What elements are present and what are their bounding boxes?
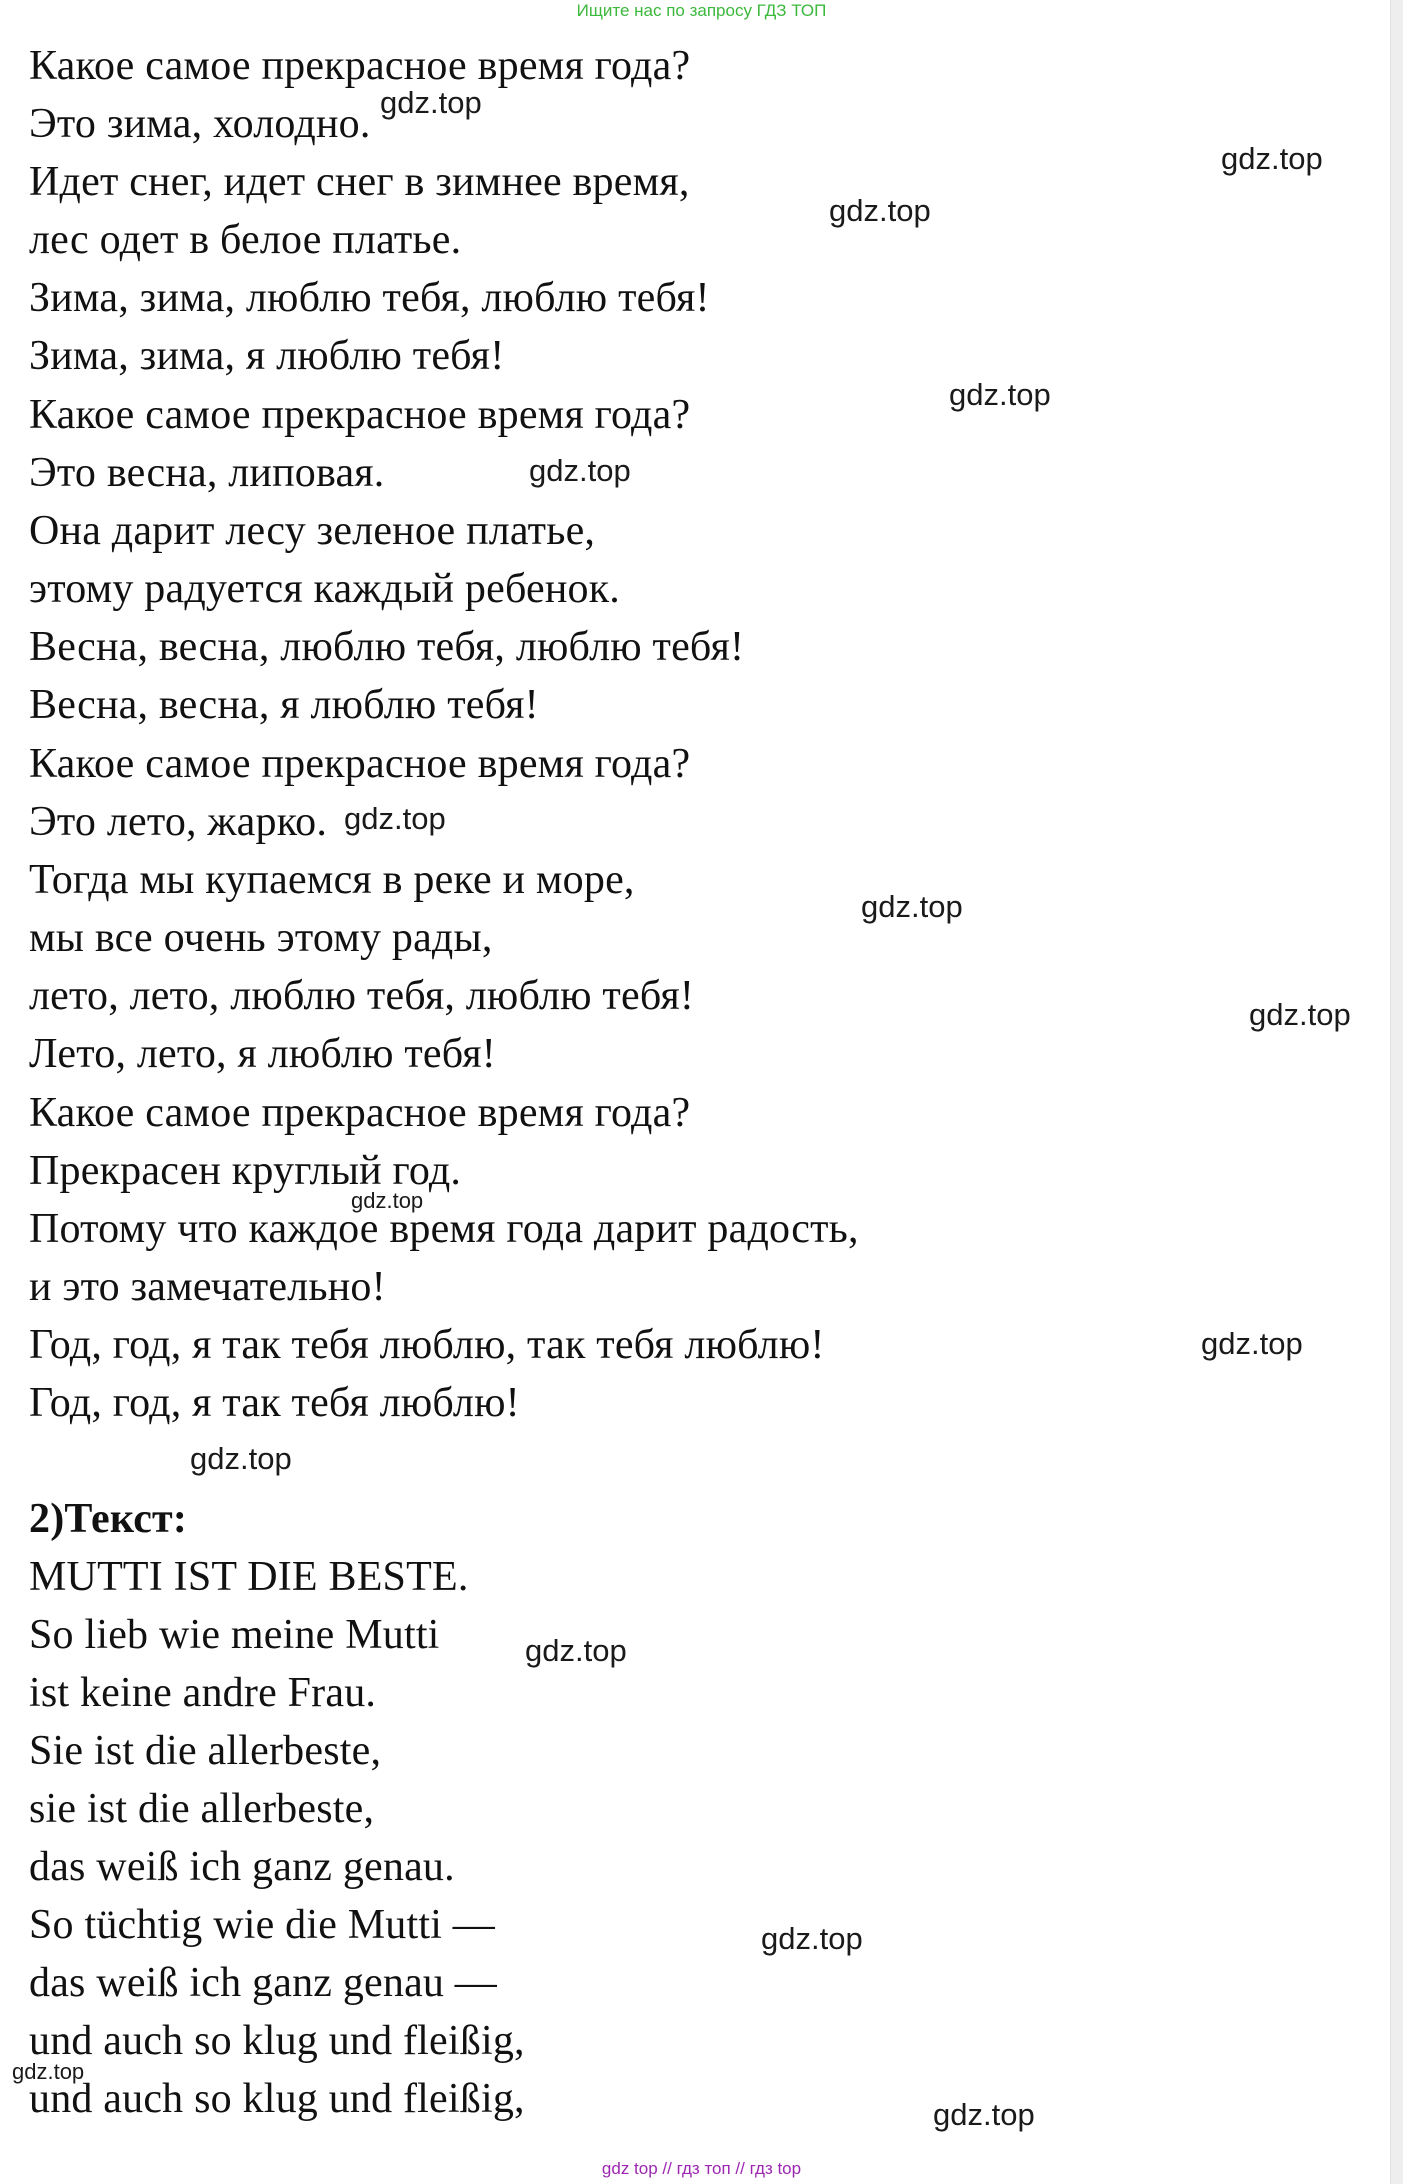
watermark: gdz.top (12, 2059, 85, 2084)
poem-line: Какое самое прекрасное время года? (29, 392, 691, 438)
watermark: gdz.top (529, 453, 631, 488)
poem-line: Зима, зима, я люблю тебя! (29, 333, 505, 379)
watermark: gdz.top (829, 193, 931, 228)
watermark: gdz.top (861, 889, 963, 924)
poem-line: лето, лето, люблю тебя, люблю тебя! (29, 973, 695, 1019)
poem-line: лес одет в белое платье. (29, 217, 462, 263)
poem-line: и это замечательно! (29, 1264, 386, 1310)
poem-line: das weiß ich ganz genau. (29, 1844, 455, 1890)
watermark: gdz.top (380, 85, 482, 120)
poem-line: ist keine andre Frau. (29, 1670, 377, 1716)
poem-line: Прекрасен круглый год. (29, 1148, 462, 1194)
poem-line: Год, год, я так тебя люблю! (29, 1380, 520, 1426)
poem-line: Какое самое прекрасное время года? (29, 741, 691, 787)
poem-line: Весна, весна, я люблю тебя! (29, 682, 539, 728)
watermark: gdz.top (933, 2097, 1035, 2132)
watermark: gdz.top (1201, 1326, 1303, 1361)
top-banner: Ищите нас по запросу ГДЗ ТОП (576, 1, 827, 20)
section-heading: 2)Текст: (29, 1496, 188, 1542)
poem-line: Идет снег, идет снег в зимнее время, (29, 159, 690, 205)
scrollbar[interactable] (1390, 0, 1403, 2184)
poem-line: Год, год, я так тебя люблю, так тебя люблю! (29, 1322, 825, 1368)
footer-links[interactable]: gdz top // гдз топ // гдз top (601, 2159, 802, 2178)
watermark: gdz.top (761, 1921, 863, 1956)
poem-line: Это весна, липовая. (29, 450, 385, 496)
watermark: gdz.top (525, 1633, 627, 1668)
poem-line: So tüchtig wie die Mutti — (29, 1902, 496, 1948)
watermark: gdz.top (351, 1188, 424, 1213)
poem-line: Лето, лето, я люблю тебя! (29, 1031, 496, 1077)
poem-line: das weiß ich ganz genau — (29, 1960, 498, 2006)
poem-line: Какое самое прекрасное время года? (29, 43, 691, 89)
poem-line: und auch so klug und fleißig, (29, 2076, 525, 2122)
poem-line: sie ist die allerbeste, (29, 1786, 375, 1832)
watermark: gdz.top (1249, 997, 1351, 1032)
poem-line: Это зима, холодно. (29, 101, 371, 147)
poem-line: мы все очень этому рады, (29, 915, 493, 961)
poem-line: MUTTI IST DIE BESTE. (29, 1554, 469, 1600)
poem-line: Она дарит лесу зеленое платье, (29, 508, 596, 554)
poem-line: Потому что каждое время года дарит радость, (29, 1206, 859, 1252)
poem-line: und auch so klug und fleißig, (29, 2018, 525, 2064)
watermark: gdz.top (1221, 141, 1323, 176)
watermark: gdz.top (949, 377, 1051, 412)
poem-line: So lieb wie meine Mutti (29, 1612, 440, 1658)
poem-line: Это лето, жарко. (29, 799, 328, 845)
poem-line: этому радуется каждый ребенок. (29, 566, 621, 612)
poem-line: Тогда мы купаемся в реке и море, (29, 857, 635, 903)
poem-line: Sie ist die allerbeste, (29, 1728, 382, 1774)
poem-line: Какое самое прекрасное время года? (29, 1090, 691, 1136)
watermark: gdz.top (344, 801, 446, 836)
poem-line: Зима, зима, люблю тебя, люблю тебя! (29, 275, 710, 321)
poem-line: Весна, весна, люблю тебя, люблю тебя! (29, 624, 745, 670)
watermark: gdz.top (190, 1441, 292, 1476)
